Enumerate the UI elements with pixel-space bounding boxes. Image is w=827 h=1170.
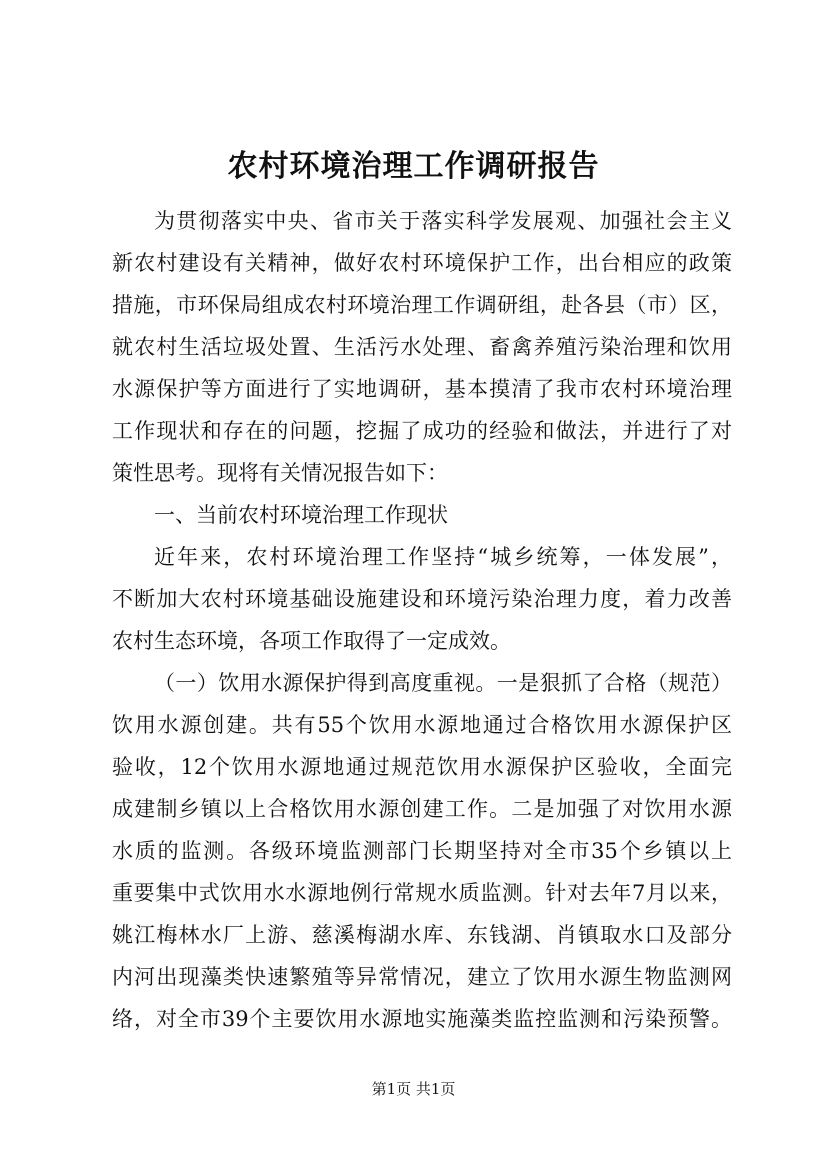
paragraph-3-line-7: 姚江梅林水厂上游、慈溪梅湖水库、东钱湖、肖镇取水口及部分 xyxy=(112,923,732,947)
paragraph-1-line-2: 新农村建设有关精神，做好农村环境保护工作，出台相应的政策 xyxy=(112,251,732,275)
paragraph-1-line-6: 工作现状和存在的问题，挖掘了成功的经验和做法，并进行了对 xyxy=(112,419,732,443)
paragraph-3-line-4: 成建制乡镇以上合格饮用水源创建工作。二是加强了对饮用水源 xyxy=(112,797,732,821)
paragraph-2-line-2: 不断加大农村环境基础设施建设和环境污染治理力度，着力改善 xyxy=(112,587,732,611)
section-heading: 一、当前农村环境治理工作现状 xyxy=(154,503,448,527)
paragraph-2-line-1: 近年来，农村环境治理工作坚持“城乡统筹，一体发展”， xyxy=(154,545,732,569)
paragraph-1-line-3: 措施，市环保局组成农村环境治理工作调研组，赴各县（市）区， xyxy=(112,293,732,317)
paragraph-3-line-9: 络，对全市39个主要饮用水源地实施藻类监控监测和污染预警。 xyxy=(112,1007,732,1031)
page-footer: 第1页 共1页 xyxy=(371,1080,456,1098)
paragraph-3-line-5: 水质的监测。各级环境监测部门长期坚持对全市35个乡镇以上 xyxy=(112,839,732,863)
paragraph-1-line-1: 为贯彻落实中央、省市关于落实科学发展观、加强社会主义 xyxy=(154,209,732,233)
paragraph-3-line-1: （一）饮用水源保护得到高度重视。一是狠抓了合格（规范） xyxy=(154,671,732,695)
paragraph-3-line-8: 内河出现藻类快速繁殖等异常情况，建立了饮用水源生物监测网 xyxy=(112,965,732,989)
paragraph-3-line-3: 验收，12个饮用水源地通过规范饮用水源保护区验收，全面完 xyxy=(112,755,732,779)
document-title: 农村环境治理工作调研报告 xyxy=(227,149,600,184)
paragraph-2-line-3: 农村生态环境，各项工作取得了一定成效。 xyxy=(112,629,511,653)
paragraph-3-line-6: 重要集中式饮用水水源地例行常规水质监测。针对去年7月以来， xyxy=(112,881,732,905)
paragraph-1-line-5: 水源保护等方面进行了实地调研，基本摸清了我市农村环境治理 xyxy=(112,377,732,401)
paragraph-1-line-7: 策性思考。现将有关情况报告如下： xyxy=(112,461,448,485)
paragraph-3-line-2: 饮用水源创建。共有55个饮用水源地通过合格饮用水源保护区 xyxy=(112,713,732,737)
paragraph-1-line-4: 就农村生活垃圾处置、生活污水处理、畜禽养殖污染治理和饮用 xyxy=(112,335,732,359)
